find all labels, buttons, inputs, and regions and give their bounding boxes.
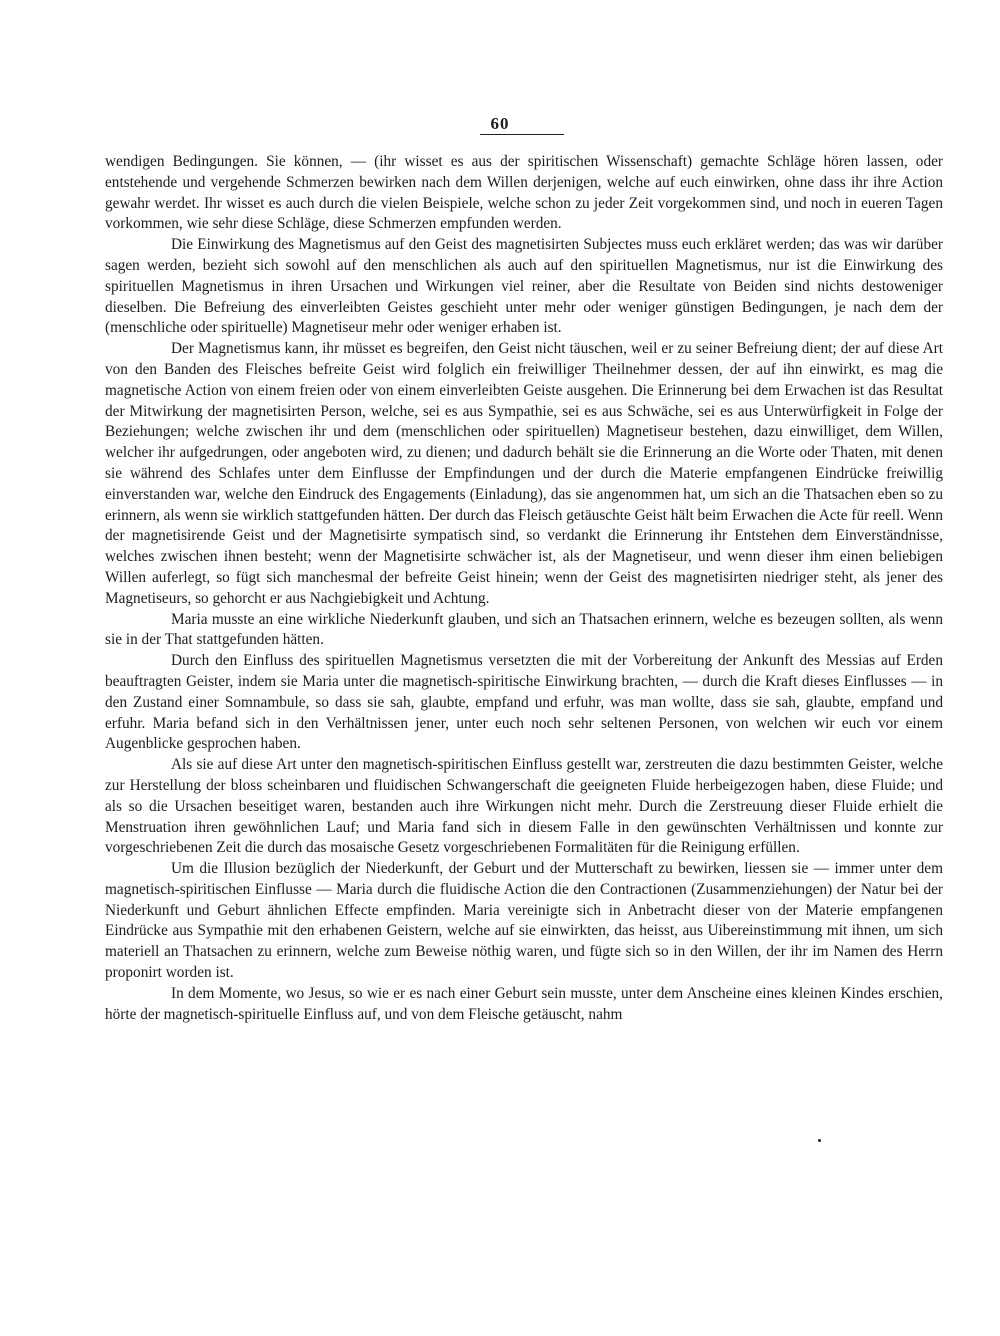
paragraph-7: Um die Illusion bezüglich der Niederkunft, der Geburt und der Mutterschaft zu bewirken, liessen sie — immer unter dem magnetisch-spiritischen Einflusse — Maria durch die fluidische Action die den Contractionen (Zusammenziehungen) der Natur bei der Niederkunft und Geburt ähnlichen Effecte empfinden. Maria vereinigte sich in Anbetracht dieser von der Materie empfangenen Eindrücke aus Sympathie mit den erhabenen Geistern, welche auf sie einwirkten, das heisst, aus Uibereinstimmung mit ihnen, um sich materiell an Thatsachen zu erinnern, welche zum Beweise nöthig waren, und fügte sich so in den Willen, der ihr im Namen des Herrn proponirt worden ist. <box>105 860 943 982</box>
paragraph-1: wendigen Bedingungen. Sie können, — (ihr wisset es aus der spiritischen Wissenschaft) gemachte Schläge hören lassen, oder entstehende und vergehende Schmerzen bewirken nach dem Willen derjenigen, welche auf euch einwirken, ohne dass ihr ihre Action gewahr werdet. Ihr wisset es auch durch die vielen Beispiele, welche schon zu jeder Zeit vorgekommen sind, und noch in eueren Tagen vorkommen, wie sehr diese Schläge, diese Schmerzen empfunden werden. <box>105 153 943 233</box>
paragraph-6: Als sie auf diese Art unter den magnetisch-spiritischen Einfluss gestellt war, zerstreuten die dazu bestimmten Geister, welche zur Herstellung der bloss scheinbaren und fluidischen Schwangerschaft die geeigneten Fluide herbeigezogen haben, diese Fluide; und als so die Ursachen beseitiget waren, bestanden auch ihre Wirkungen nicht mehr. Durch die Zerstreuung dieser Fluide erhielt die Menstruation ihren gewöhnlichen Lauf; und Maria fand sich in diesem Falle in den gewünschten Verhältnissen und konnte zur vorgeschriebenen Zeit die durch das mosaische Gesetz vorgeschriebenen Formalitäten für die Reinigung erfüllen. <box>105 756 943 857</box>
paragraph-4: Maria musste an eine wirkliche Niederkunft glauben, und sich an Thatsachen erinnern, welche es bezeugen sollten, als wenn sie in der That stattgefunden hätten. <box>105 610 943 649</box>
ink-speck <box>818 1139 821 1142</box>
paragraph-2: Die Einwirkung des Magnetismus auf den Geist des magnetisirten Subjectes muss euch erkläret werden; das was wir darüber sagen werden, bezieht sich sowohl auf den menschlichen als auch auf den spirituellen Magnetismus, nur ist die Einwirkung des spirituellen Magnetismus in ihren Ursachen und Wirkungen viel reiner, aber die Resultate von Beiden sind nichts destoweniger dieselben. Die Befreiung des einverleibten Geistes geschieht unter mehr oder weniger günstigen Bedingungen, je nach dem der (menschliche oder spirituelle) Magnetiseur mehr oder weniger erhaben ist. <box>105 236 943 337</box>
body-text <box>105 152 943 1025</box>
page-number-rule <box>480 134 564 135</box>
paragraph-8: In dem Momente, wo Jesus, so wie er es nach einer Geburt sein musste, unter dem Anscheine eines kleinen Kindes erschien, hörte der magnetisch-spirituelle Einfluss auf, und von dem Fleische getäuscht, nahm <box>105 984 943 1023</box>
paragraph-3: Der Magnetismus kann, ihr müsset es begreifen, den Geist nicht täuschen, weil er zu seiner Befreiung dient; der auf diese Art von den Banden des Fleisches befreite Geist wird folglich ein freiwilliger Theilnehmer dessen, der auf ihn einwirkt, es mag die magnetische Action von einem freien oder von einem einverleibten Geiste ausgehen. Die Erinnerung bei dem Erwachen ist das Resultat der Mitwirkung der magnetisirten Person, welche, sei es aus Sympathie, sei es aus Schwäche, sei es aus Unterwürfigkeit in Folge der Beziehungen; welche zwischen ihr und dem (menschlichen oder spirituellen) Magnetiseur bestehen, dazu einwilliget, dem Willen, welcher ihr aufgedrungen, oder angeboten wird, zu dienen; und dadurch behält sie die Erinnerung an die Worte oder Thaten, mit denen sie während des Schlafes unter dem Einflusse der Empfindungen und der durch die Materie empfangenen Eindrücke freiwillig einverstanden war, welche den Eindruck des Engagements (Einladung), das sie angenommen hat, um sich an die Thatsachen eben so zu erinnern, als wenn sie wirklich stattgefunden hätten. Der durch das Fleisch getäuschte Geist hält beim Erwachen die Acte für reell. Wenn der magnetisirende Geist und der Magnetisirte sympatisch sind, so verdankt die Erinnerung ihr Entstehen dem Einverständnisse, welches zwischen ihnen besteht; wenn der Magnetisirte schwächer ist, als der Magnetiseur, und wenn dieser ihm einen beliebigen Willen auferlegt, so fügt sich manchesmal der befreite Geist hinein; wenn der Geist des magnetisirten niedriger steht, als jener des Magnetiseurs, so gehorcht er aus Nachgiebigkeit und Achtung. <box>105 340 943 607</box>
paragraph-5: Durch den Einfluss des spirituellen Magnetismus versetzten die mit der Vorbereitung der Ankunft des Messias auf Erden beauftragten Geister, indem sie Maria unter die magnetisch-spiritische Einwirkung brachten, — durch die Kraft dieses Einflusses — in den Zustand einer Somnambule, so dass sie sah, glaubte, empfand und erfuhr, was man wollte, dass sie sah, glaubte, empfand und erfuhr. Maria befand sich in den Verhältnissen jener, unter euch noch sehr seltenen Personen, von welchen wir euch vor einem Augenblicke gesprochen haben. <box>105 652 943 753</box>
page-number: 60 <box>490 114 510 133</box>
